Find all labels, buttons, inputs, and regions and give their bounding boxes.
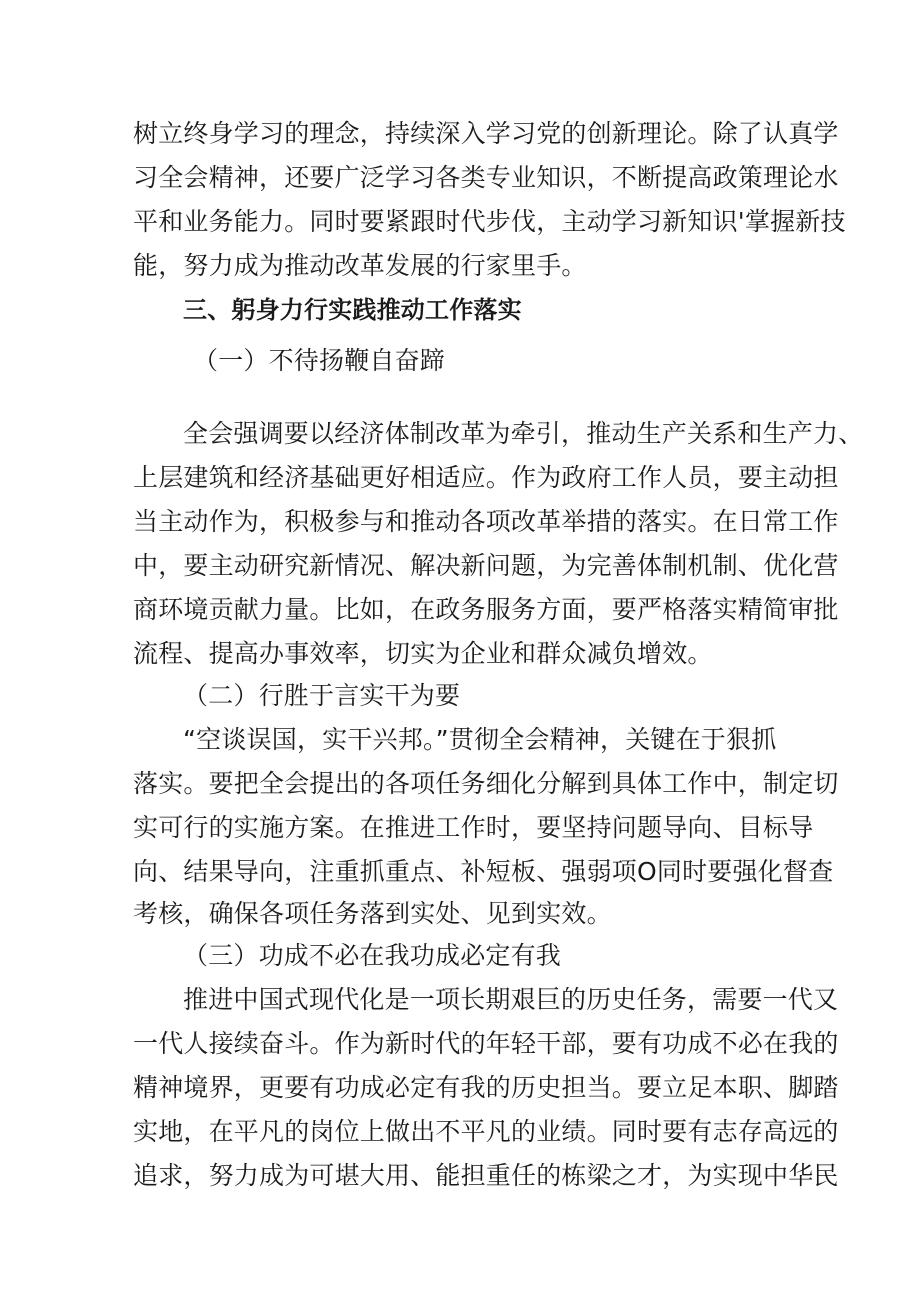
text-line: 精神境界，更要有功成必定有我的历史担当。要立足本职、脚踏 bbox=[133, 1073, 839, 1102]
section-heading: 三、躬身力行实践推动工作落实 bbox=[183, 296, 522, 324]
subsection-heading: （一）不待扬鞭自奋蹄 bbox=[193, 346, 446, 375]
text-line: 考核，确保各项任务落到实处、见到实效。 bbox=[133, 899, 612, 928]
text-line: 商环境贡献力量。比如，在政务服务方面，要严格落实精简审批 bbox=[133, 595, 839, 624]
text-line: 上层建筑和经济基础更好相适应。作为政府工作人员，要主动担 bbox=[133, 463, 839, 492]
text-line: 追求，努力成为可堪大用、能担重任的栋梁之才，为实现中华民 bbox=[133, 1161, 839, 1190]
subsection-heading: （二）行胜于言实干为要 bbox=[183, 681, 461, 710]
text-line: “空谈误国，实干兴邦。”贯彻全会精神，关键在于狠抓 bbox=[183, 725, 777, 754]
text-line: 树立终身学习的理念，持续深入学习党的创新理论。除了认真学 bbox=[133, 119, 839, 148]
text-line: 一代人接续奋斗。作为新时代的年轻干部，要有功成不必在我的 bbox=[133, 1029, 839, 1058]
text-line: 流程、提高办事效率，切实为企业和群众减负增效。 bbox=[133, 639, 713, 668]
text-line: 习全会精神，还要广泛学习各类专业知识，不断提高政策理论水 bbox=[133, 163, 839, 192]
subsection-heading: （三）功成不必在我功成必定有我 bbox=[183, 941, 562, 970]
text-line: 向、结果导向，注重抓重点、补短板、强弱项O同时要强化督查 bbox=[133, 857, 834, 886]
text-line: 中，要主动研究新情况、解决新问题，为完善体制机制、优化营 bbox=[133, 551, 839, 580]
text-line: 能，努力成为推动改革发展的行家里手。 bbox=[133, 251, 587, 280]
text-line: 落实。要把全会提出的各项任务细化分解到具体工作中，制定切 bbox=[133, 769, 839, 798]
text-line: 实可行的实施方案。在推进工作时，要坚持问题导向、目标导 bbox=[133, 813, 814, 842]
text-line: 实地，在平凡的岗位上做出不平凡的业绩。同时要有志存高远的 bbox=[133, 1117, 839, 1146]
text-line: 全会强调要以经济体制改革为牵引，推动生产关系和生产力、 bbox=[183, 419, 864, 448]
text-line: 平和业务能力。同时要紧跟时代步伐，主动学习新知识'掌握新技 bbox=[133, 207, 846, 236]
text-line: 推进中国式现代化是一项长期艰巨的历史任务，需要一代又 bbox=[183, 985, 839, 1014]
text-line: 当主动作为，积极参与和推动各项改革举措的落实。在日常工作 bbox=[133, 507, 839, 536]
